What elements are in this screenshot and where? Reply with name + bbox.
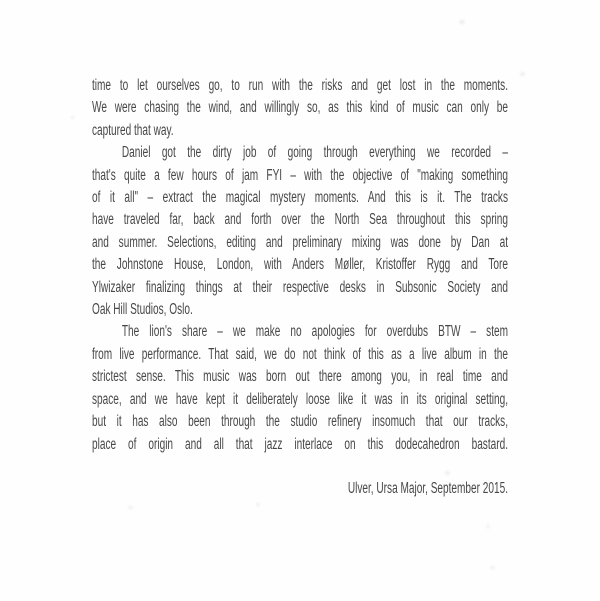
scan-speck	[256, 503, 260, 506]
paragraphs-container	[92, 75, 508, 456]
text-line: from live performance. That said, we do not think of this as a live album in the	[92, 345, 508, 363]
text-line: and summer. Selections, editing and preliminary mixing was done by Dan at	[92, 233, 508, 251]
text-line: We were chasing the wind, and willingly so, as this kind of music can only be	[92, 99, 508, 117]
text-line: The lion's share – we make no apologies for overdubs BTW – stem	[121, 323, 509, 341]
signature: Ulver, Ursa Major, September 2015.	[347, 480, 508, 498]
scan-speck	[445, 471, 450, 475]
text-line: have traveled far, back and forth over the North Sea throughout this spring	[92, 211, 508, 229]
text-line: but it has also been through the studio refinery insomuch that our tracks,	[92, 413, 508, 431]
text-line: time to let ourselves go, to run with the risks and get lost in the moments.	[92, 77, 508, 94]
paragraph	[92, 75, 508, 142]
text-line: place of origin and all that jazz interlace on this dodecahedron bastard.	[92, 435, 508, 453]
scan-speck	[490, 566, 495, 569]
text-line: Daniel got the dirty job of going through everything we recorded –	[121, 144, 509, 162]
paragraph	[92, 142, 508, 321]
paragraph	[92, 321, 508, 455]
scan-speck	[459, 20, 465, 24]
text-line: captured that way.	[92, 121, 174, 139]
text-line: Ylwizaker finalizing things at their respective desks in Subsonic Society and	[92, 278, 508, 296]
scan-speck	[71, 116, 74, 119]
text-line: the Johnstone House, London, with Anders Møller, Kristoffer Rygg and Tore	[92, 256, 508, 274]
text-line: of it all" – extract the magical mystery moments. And this is it. The tracks	[92, 189, 508, 207]
text-line: space, and we have kept it deliberately loose like it was in its original setting,	[92, 390, 508, 408]
scan-speck	[128, 506, 133, 509]
liner-notes-text-block	[92, 75, 508, 501]
text-line: that's quite a few hours of jam FYI – with the objective of "making something	[92, 166, 508, 184]
scan-speck	[520, 72, 525, 76]
scan-speck	[486, 525, 490, 528]
blank-line-spacer	[92, 456, 508, 478]
text-line: Oak Hill Studios, Oslo.	[92, 301, 193, 319]
text-line: strictest sense. This music was born out there among you, in real time and	[92, 368, 508, 386]
